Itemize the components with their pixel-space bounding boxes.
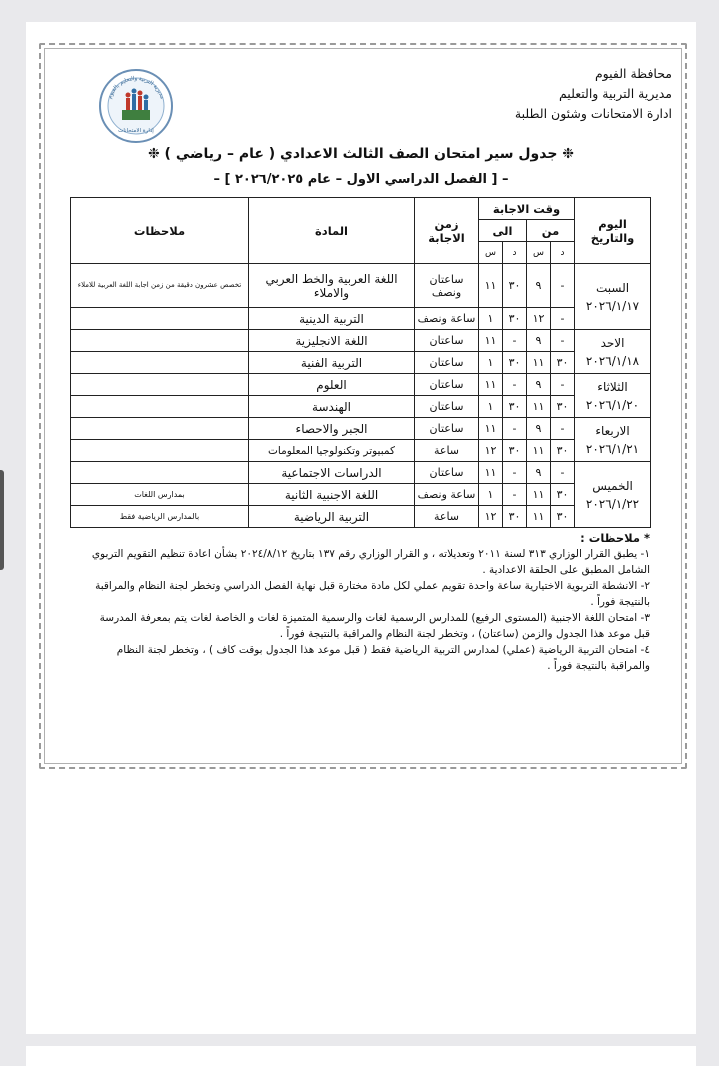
day-cell xyxy=(575,418,651,462)
to-minutes: ٣٠ xyxy=(503,506,527,528)
to-hours: ١ xyxy=(479,352,503,374)
document-sheet xyxy=(26,22,696,1034)
header-directorate: مديرية التربية والتعليم xyxy=(558,86,672,101)
from-hours: ١١ xyxy=(527,506,551,528)
from-hours: ٩ xyxy=(527,374,551,396)
duration: ساعتان xyxy=(415,418,479,440)
to-minutes: - xyxy=(503,374,527,396)
to-minutes: ٣٠ xyxy=(503,440,527,462)
to-minutes: - xyxy=(503,484,527,506)
note xyxy=(71,330,249,352)
day-name: الاربعاء xyxy=(595,423,630,438)
day-date: ٢٠٢٦/١/٢٢ xyxy=(585,496,640,511)
table-row xyxy=(71,330,651,352)
note xyxy=(71,440,249,462)
note: بمدارس اللغات xyxy=(71,484,249,506)
subject: العلوم xyxy=(249,374,415,396)
from-minutes: - xyxy=(551,418,575,440)
to-minutes: ٣٠ xyxy=(503,396,527,418)
subject: اللغة العربية والخط العربي والاملاء xyxy=(249,264,415,308)
to-minutes: - xyxy=(503,330,527,352)
note-item: ٣- امتحان اللغة الاجنبية (المستوى الرفيع) للمدارس الرسمية لغات والرسمية المتميزة لغات و الخاصة لغات يتم بمعرفة المدرسة قبل موعد هذا الجدول والزمن (ساعتان) ، وتخطر لجنة النظام والمراقبة بالنتيجة فوراً . xyxy=(99,612,650,640)
to-hours: ١ xyxy=(479,396,503,418)
note: بالمدارس الرياضية فقط xyxy=(71,506,249,528)
header-minutes: د xyxy=(551,242,575,264)
subject: التربية الرياضية xyxy=(249,506,415,528)
header-notes: ملاحظات xyxy=(71,198,249,264)
schedule-title: ❉ جدول سير امتحان الصف الثالث الاعدادي ( عام – رياضي ) ❉ xyxy=(147,146,575,162)
duration: ساعتان xyxy=(415,352,479,374)
to-minutes: ٣٠ xyxy=(503,308,527,330)
day-cell xyxy=(575,374,651,418)
day-date: ٢٠٢٦/١/٢٠ xyxy=(585,397,640,412)
table-row xyxy=(71,396,651,418)
from-hours: ١١ xyxy=(527,396,551,418)
header-day-date: اليوم والتاريخ xyxy=(575,198,651,264)
from-minutes: ٣٠ xyxy=(551,352,575,374)
day-date: ٢٠٢٦/١/٢١ xyxy=(585,441,640,456)
logo-text: مديرية التربية والتعليم بالفيوم xyxy=(107,75,165,100)
header-minutes: د xyxy=(503,242,527,264)
from-minutes: - xyxy=(551,308,575,330)
to-hours: ١١ xyxy=(479,418,503,440)
duration: ساعة ونصف xyxy=(415,484,479,506)
header-duration: زمن الاجابة xyxy=(415,198,479,264)
note-item: ٤- امتحان التربية الرياضية (عملي) لمدارس التربية الرياضية فقط ( قبل موعد هذا الجدول بوقت كاف ) ، وتخطر لجنة النظام والمراقبة بالنتيجة فوراً . xyxy=(116,644,650,672)
from-hours: ١١ xyxy=(527,484,551,506)
table-row xyxy=(71,484,651,506)
logo-caption: إدارة الامتحانات xyxy=(118,128,154,134)
to-hours: ١ xyxy=(479,484,503,506)
subject: التربية الفنية xyxy=(249,352,415,374)
to-hours: ١١ xyxy=(479,330,503,352)
day-name: الخميس xyxy=(592,478,633,493)
note xyxy=(71,462,249,484)
note xyxy=(71,352,249,374)
from-hours: ٩ xyxy=(527,264,551,308)
next-page-edge xyxy=(26,1046,696,1066)
table-row xyxy=(71,506,651,528)
note xyxy=(71,308,249,330)
header-hours: س xyxy=(479,242,503,264)
day-name: الثلاثاء xyxy=(597,379,628,394)
from-hours: ١١ xyxy=(527,440,551,462)
to-minutes: ٣٠ xyxy=(503,264,527,308)
day-cell xyxy=(575,264,651,330)
to-minutes: - xyxy=(503,462,527,484)
notes-section xyxy=(82,530,650,674)
header-governorate: محافظة الفيوم xyxy=(594,66,672,81)
duration: ساعتان xyxy=(415,396,479,418)
header-from: من xyxy=(527,220,575,242)
note-item: ١- يطبق القرار الوزاري ٣١٣ لسنة ٢٠١١ وتعديلاته ، و القرار الوزاري رقم ١٣٧ بتاريخ ٢٠٢٤/٨/١٢ بشأن اعادة تنظيم التقويم التربوي الشامل المطبق على الحلقة الاعدادية . xyxy=(91,548,650,576)
from-hours: ٩ xyxy=(527,330,551,352)
note xyxy=(71,374,249,396)
subject: التربية الدينية xyxy=(249,308,415,330)
note-item: ٢- الانشطة التربوية الاختيارية ساعة واحدة تقويم عملي لكل مادة مختارة قبل نهاية الفصل الدراسي وتخطر لجنة النظام والمراقبة بالنتيجة فوراً . xyxy=(95,580,650,608)
to-hours: ١ xyxy=(479,308,503,330)
from-minutes: ٣٠ xyxy=(551,440,575,462)
to-hours: ١١ xyxy=(479,462,503,484)
table-row xyxy=(71,264,651,308)
day-date: ٢٠٢٦/١/١٨ xyxy=(585,353,640,368)
to-minutes: ٣٠ xyxy=(503,352,527,374)
subject: الهندسة xyxy=(249,396,415,418)
day-cell xyxy=(575,462,651,528)
header-department: ادارة الامتحانات وشئون الطلبة xyxy=(514,106,672,121)
exam-schedule-table xyxy=(70,197,651,528)
from-hours: ٩ xyxy=(527,462,551,484)
notes-heading: * ملاحظات : xyxy=(580,531,650,545)
from-hours: ٩ xyxy=(527,418,551,440)
from-minutes: ٣٠ xyxy=(551,396,575,418)
from-minutes: ٣٠ xyxy=(551,506,575,528)
header-block xyxy=(432,64,672,124)
duration: ساعتان xyxy=(415,374,479,396)
day-name: السبت xyxy=(595,280,630,295)
from-hours: ١٢ xyxy=(527,308,551,330)
subject: الجبر والاحصاء xyxy=(249,418,415,440)
table-row xyxy=(71,308,651,330)
duration: ساعتان xyxy=(415,330,479,352)
duration: ساعة ونصف xyxy=(415,308,479,330)
to-hours: ١٢ xyxy=(479,440,503,462)
from-minutes: - xyxy=(551,374,575,396)
subject: الدراسات الاجتماعية xyxy=(249,462,415,484)
subject: اللغة الانجليزية xyxy=(249,330,415,352)
subject: كمبيوتر وتكنولوجيا المعلومات xyxy=(249,440,415,462)
header-answer-time: وقت الاجابة xyxy=(479,198,575,220)
from-minutes: - xyxy=(551,264,575,308)
header-hours: س xyxy=(527,242,551,264)
table-row xyxy=(71,418,651,440)
from-minutes: - xyxy=(551,462,575,484)
header-to: الى xyxy=(479,220,527,242)
note: تخصص عشرون دقيقة من زمن اجابة اللغة العربية للاملاء xyxy=(71,264,249,308)
schedule-subtitle: – [ الفصل الدراسي الاول – عام ٢٠٢٦/٢٠٢٥ ] – xyxy=(213,172,509,187)
header-subject: المادة xyxy=(249,198,415,264)
directorate-logo xyxy=(98,68,174,144)
to-hours: ١٢ xyxy=(479,506,503,528)
note xyxy=(71,396,249,418)
table-row xyxy=(71,374,651,396)
table-row xyxy=(71,462,651,484)
duration: ساعة xyxy=(415,506,479,528)
day-cell xyxy=(575,330,651,374)
to-hours: ١١ xyxy=(479,374,503,396)
day-date: ٢٠٢٦/١/١٧ xyxy=(585,298,640,313)
from-hours: ١١ xyxy=(527,352,551,374)
day-name: الاحد xyxy=(600,335,625,350)
to-minutes: - xyxy=(503,418,527,440)
side-scroll-handle[interactable] xyxy=(0,470,4,570)
from-minutes: ٣٠ xyxy=(551,484,575,506)
duration: ساعتان ونصف xyxy=(415,264,479,308)
table-row xyxy=(71,440,651,462)
duration: ساعتان xyxy=(415,462,479,484)
table-row xyxy=(71,352,651,374)
to-hours: ١١ xyxy=(479,264,503,308)
from-minutes: - xyxy=(551,330,575,352)
subject: اللغة الاجنبية الثانية xyxy=(249,484,415,506)
duration: ساعة xyxy=(415,440,479,462)
note xyxy=(71,418,249,440)
